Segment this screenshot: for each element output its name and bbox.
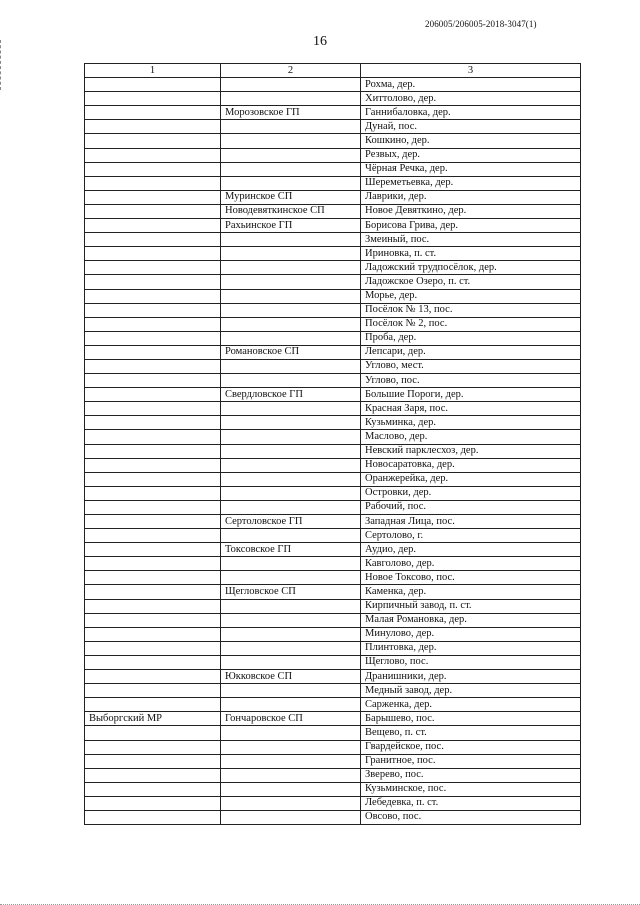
- municipality-cell: [221, 810, 361, 824]
- municipality-cell: [221, 374, 361, 388]
- table-body: [85, 78, 581, 825]
- table-row: [85, 190, 581, 204]
- municipality-cell: [221, 148, 361, 162]
- page-number: 16: [313, 34, 327, 49]
- table-row: [85, 78, 581, 92]
- district-cell: [85, 134, 221, 148]
- table-row: [85, 641, 581, 655]
- municipality-cell: [221, 641, 361, 655]
- table-row: [85, 543, 581, 557]
- district-cell: [85, 726, 221, 740]
- scan-bottom-edge: [0, 901, 640, 905]
- district-cell: [85, 585, 221, 599]
- municipality-cell: Юкковское СП: [221, 670, 361, 684]
- locality-cell: Лепсари, дер.: [361, 345, 581, 359]
- table-row: [85, 402, 581, 416]
- municipality-cell: [221, 444, 361, 458]
- locality-cell: Гвардейское, пос.: [361, 740, 581, 754]
- table-row: [85, 247, 581, 261]
- locality-cell: Щеглово, пос.: [361, 655, 581, 669]
- district-cell: Выборгский МР: [85, 712, 221, 726]
- locality-cell: Минулово, дер.: [361, 627, 581, 641]
- district-cell: [85, 613, 221, 627]
- table-header-row: [85, 64, 581, 78]
- municipality-cell: [221, 331, 361, 345]
- locality-cell: Резвых, дер.: [361, 148, 581, 162]
- table-row: [85, 500, 581, 514]
- table-row: [85, 571, 581, 585]
- municipality-cell: [221, 430, 361, 444]
- locality-cell: Кирпичный завод, п. ст.: [361, 599, 581, 613]
- table-row: [85, 782, 581, 796]
- municipality-cell: [221, 698, 361, 712]
- municipality-cell: [221, 754, 361, 768]
- locality-cell: Ириновка, п. ст.: [361, 247, 581, 261]
- locality-cell: Маслово, дер.: [361, 430, 581, 444]
- locality-cell: Зверево, пос.: [361, 768, 581, 782]
- table-row: [85, 317, 581, 331]
- table-row: [85, 204, 581, 218]
- locality-cell: Западная Лица, пос.: [361, 515, 581, 529]
- table-row: [85, 754, 581, 768]
- table-row: [85, 599, 581, 613]
- locality-cell: Рохма, дер.: [361, 78, 581, 92]
- table-row: [85, 529, 581, 543]
- table-row: [85, 712, 581, 726]
- district-cell: [85, 698, 221, 712]
- locality-cell: Плинтовка, дер.: [361, 641, 581, 655]
- district-cell: [85, 500, 221, 514]
- table-row: [85, 176, 581, 190]
- municipality-cell: Романовское СП: [221, 345, 361, 359]
- municipality-cell: Токсовское ГП: [221, 543, 361, 557]
- locality-cell: Красная Заря, пос.: [361, 402, 581, 416]
- locality-cell: Вещево, п. ст.: [361, 726, 581, 740]
- locality-cell: Кузьминка, дер.: [361, 416, 581, 430]
- municipality-cell: [221, 768, 361, 782]
- locality-cell: Новосаратовка, дер.: [361, 458, 581, 472]
- table-row: [85, 289, 581, 303]
- table-row: [85, 92, 581, 106]
- table-row: [85, 726, 581, 740]
- table-row: [85, 768, 581, 782]
- municipality-cell: [221, 486, 361, 500]
- table-row: [85, 106, 581, 120]
- locality-cell: Дунай, пос.: [361, 120, 581, 134]
- column-header-2: 2: [221, 64, 361, 78]
- district-cell: [85, 571, 221, 585]
- locality-cell: Барышево, пос.: [361, 712, 581, 726]
- locality-cell: Оранжерейка, дер.: [361, 472, 581, 486]
- table-row: [85, 345, 581, 359]
- municipality-cell: [221, 233, 361, 247]
- district-cell: [85, 599, 221, 613]
- municipality-cell: [221, 472, 361, 486]
- locality-cell: Сертолово, г.: [361, 529, 581, 543]
- locality-cell: Углово, пос.: [361, 374, 581, 388]
- municipality-cell: [221, 458, 361, 472]
- district-cell: [85, 782, 221, 796]
- district-cell: [85, 627, 221, 641]
- locality-cell: Ладожский трудпосёлок, дер.: [361, 261, 581, 275]
- table-row: [85, 134, 581, 148]
- table-row: [85, 515, 581, 529]
- locality-cell: Чёрная Речка, дер.: [361, 162, 581, 176]
- locality-cell: Проба, дер.: [361, 331, 581, 345]
- locality-cell: Дранишники, дер.: [361, 670, 581, 684]
- municipality-cell: [221, 571, 361, 585]
- table-row: [85, 120, 581, 134]
- table-row: [85, 388, 581, 402]
- district-cell: [85, 261, 221, 275]
- locality-cell: Посёлок № 13, пос.: [361, 303, 581, 317]
- locality-cell: Малая Романовка, дер.: [361, 613, 581, 627]
- locality-cell: Углово, мест.: [361, 359, 581, 373]
- locality-cell: Хиттолово, дер.: [361, 92, 581, 106]
- locality-cell: Посёлок № 2, пос.: [361, 317, 581, 331]
- district-cell: [85, 247, 221, 261]
- municipality-cell: Гончаровское СП: [221, 712, 361, 726]
- municipality-cell: [221, 247, 361, 261]
- district-cell: [85, 444, 221, 458]
- district-cell: [85, 289, 221, 303]
- district-cell: [85, 655, 221, 669]
- table-row: [85, 684, 581, 698]
- district-cell: [85, 345, 221, 359]
- district-cell: [85, 529, 221, 543]
- locality-cell: Лаврики, дер.: [361, 190, 581, 204]
- table-row: [85, 219, 581, 233]
- column-header-3: 3: [361, 64, 581, 78]
- document-id: 206005/206005-2018-3047(1): [425, 19, 537, 29]
- district-cell: [85, 754, 221, 768]
- municipality-cell: [221, 275, 361, 289]
- municipality-cell: Рахьинское ГП: [221, 219, 361, 233]
- district-cell: [85, 78, 221, 92]
- table-row: [85, 655, 581, 669]
- municipality-cell: [221, 176, 361, 190]
- district-cell: [85, 557, 221, 571]
- table-row: [85, 557, 581, 571]
- municipality-cell: [221, 599, 361, 613]
- district-cell: [85, 388, 221, 402]
- table-row: [85, 613, 581, 627]
- municipality-cell: Сертоловское ГП: [221, 515, 361, 529]
- municipality-cell: [221, 78, 361, 92]
- district-cell: [85, 641, 221, 655]
- district-cell: [85, 430, 221, 444]
- district-cell: [85, 190, 221, 204]
- table-row: [85, 275, 581, 289]
- municipality-cell: [221, 261, 361, 275]
- district-cell: [85, 275, 221, 289]
- district-cell: [85, 768, 221, 782]
- district-cell: [85, 233, 221, 247]
- locality-cell: Ганнибаловка, дер.: [361, 106, 581, 120]
- locality-cell: Новое Девяткино, дер.: [361, 204, 581, 218]
- column-header-1: 1: [85, 64, 221, 78]
- table-row: [85, 162, 581, 176]
- district-cell: [85, 106, 221, 120]
- municipality-cell: [221, 557, 361, 571]
- table-row: [85, 472, 581, 486]
- locality-cell: Овсово, пос.: [361, 810, 581, 824]
- district-cell: [85, 458, 221, 472]
- district-cell: [85, 472, 221, 486]
- municipality-cell: [221, 289, 361, 303]
- district-cell: [85, 176, 221, 190]
- locality-cell: Рабочий, пос.: [361, 500, 581, 514]
- municipality-cell: [221, 627, 361, 641]
- locality-cell: Аудио, дер.: [361, 543, 581, 557]
- table-row: [85, 698, 581, 712]
- municipality-cell: [221, 500, 361, 514]
- district-cell: [85, 515, 221, 529]
- table-row: [85, 430, 581, 444]
- locality-cell: Невский парклесхоз, дер.: [361, 444, 581, 458]
- locality-cell: Борисова Грива, дер.: [361, 219, 581, 233]
- district-cell: [85, 317, 221, 331]
- table-row: [85, 458, 581, 472]
- table-row: [85, 303, 581, 317]
- municipality-cell: Щегловское СП: [221, 585, 361, 599]
- district-cell: [85, 670, 221, 684]
- municipality-cell: [221, 317, 361, 331]
- locality-cell: Каменка, дер.: [361, 585, 581, 599]
- table-row: [85, 331, 581, 345]
- table-row: [85, 740, 581, 754]
- locality-cell: Кошкино, дер.: [361, 134, 581, 148]
- district-cell: [85, 148, 221, 162]
- municipality-cell: Муринское СП: [221, 190, 361, 204]
- table-row: [85, 810, 581, 824]
- district-cell: [85, 331, 221, 345]
- district-cell: [85, 359, 221, 373]
- district-cell: [85, 402, 221, 416]
- municipality-cell: [221, 782, 361, 796]
- locality-cell: Шереметьевка, дер.: [361, 176, 581, 190]
- municipality-cell: [221, 134, 361, 148]
- municipality-cell: [221, 529, 361, 543]
- table-row: [85, 486, 581, 500]
- locality-cell: Островки, дер.: [361, 486, 581, 500]
- municipality-cell: Новодевяткинское СП: [221, 204, 361, 218]
- municipality-cell: [221, 162, 361, 176]
- municipality-cell: [221, 402, 361, 416]
- district-cell: [85, 810, 221, 824]
- municipality-cell: [221, 726, 361, 740]
- table-row: [85, 416, 581, 430]
- municipality-cell: [221, 740, 361, 754]
- municipality-cell: Морозовское ГП: [221, 106, 361, 120]
- settlements-table: [84, 63, 581, 825]
- municipality-cell: [221, 120, 361, 134]
- locality-cell: Медный завод, дер.: [361, 684, 581, 698]
- locality-cell: Кузьминское, пос.: [361, 782, 581, 796]
- locality-cell: Ладожское Озеро, п. ст.: [361, 275, 581, 289]
- locality-cell: Гранитное, пос.: [361, 754, 581, 768]
- table-row: [85, 261, 581, 275]
- district-cell: [85, 416, 221, 430]
- district-cell: [85, 204, 221, 218]
- municipality-cell: Свердловское ГП: [221, 388, 361, 402]
- municipality-cell: [221, 416, 361, 430]
- locality-cell: Сарженка, дер.: [361, 698, 581, 712]
- table-row: [85, 148, 581, 162]
- district-cell: [85, 796, 221, 810]
- district-cell: [85, 684, 221, 698]
- district-cell: [85, 120, 221, 134]
- district-cell: [85, 303, 221, 317]
- district-cell: [85, 543, 221, 557]
- municipality-cell: [221, 655, 361, 669]
- table-row: [85, 627, 581, 641]
- table-row: [85, 444, 581, 458]
- table-row: [85, 796, 581, 810]
- district-cell: [85, 374, 221, 388]
- table-row: [85, 233, 581, 247]
- district-cell: [85, 219, 221, 233]
- table-row: [85, 374, 581, 388]
- locality-cell: Большие Пороги, дер.: [361, 388, 581, 402]
- table-row: [85, 359, 581, 373]
- municipality-cell: [221, 303, 361, 317]
- table-row: [85, 670, 581, 684]
- locality-cell: Змеиный, пос.: [361, 233, 581, 247]
- district-cell: [85, 162, 221, 176]
- municipality-cell: [221, 796, 361, 810]
- locality-cell: Морье, дер.: [361, 289, 581, 303]
- municipality-cell: [221, 92, 361, 106]
- table-row: [85, 585, 581, 599]
- municipality-cell: [221, 613, 361, 627]
- district-cell: [85, 486, 221, 500]
- district-cell: [85, 740, 221, 754]
- district-cell: [85, 92, 221, 106]
- locality-cell: Кавголово, дер.: [361, 557, 581, 571]
- locality-cell: Новое Токсово, пос.: [361, 571, 581, 585]
- locality-cell: Лебедевка, п. ст.: [361, 796, 581, 810]
- municipality-cell: [221, 684, 361, 698]
- municipality-cell: [221, 359, 361, 373]
